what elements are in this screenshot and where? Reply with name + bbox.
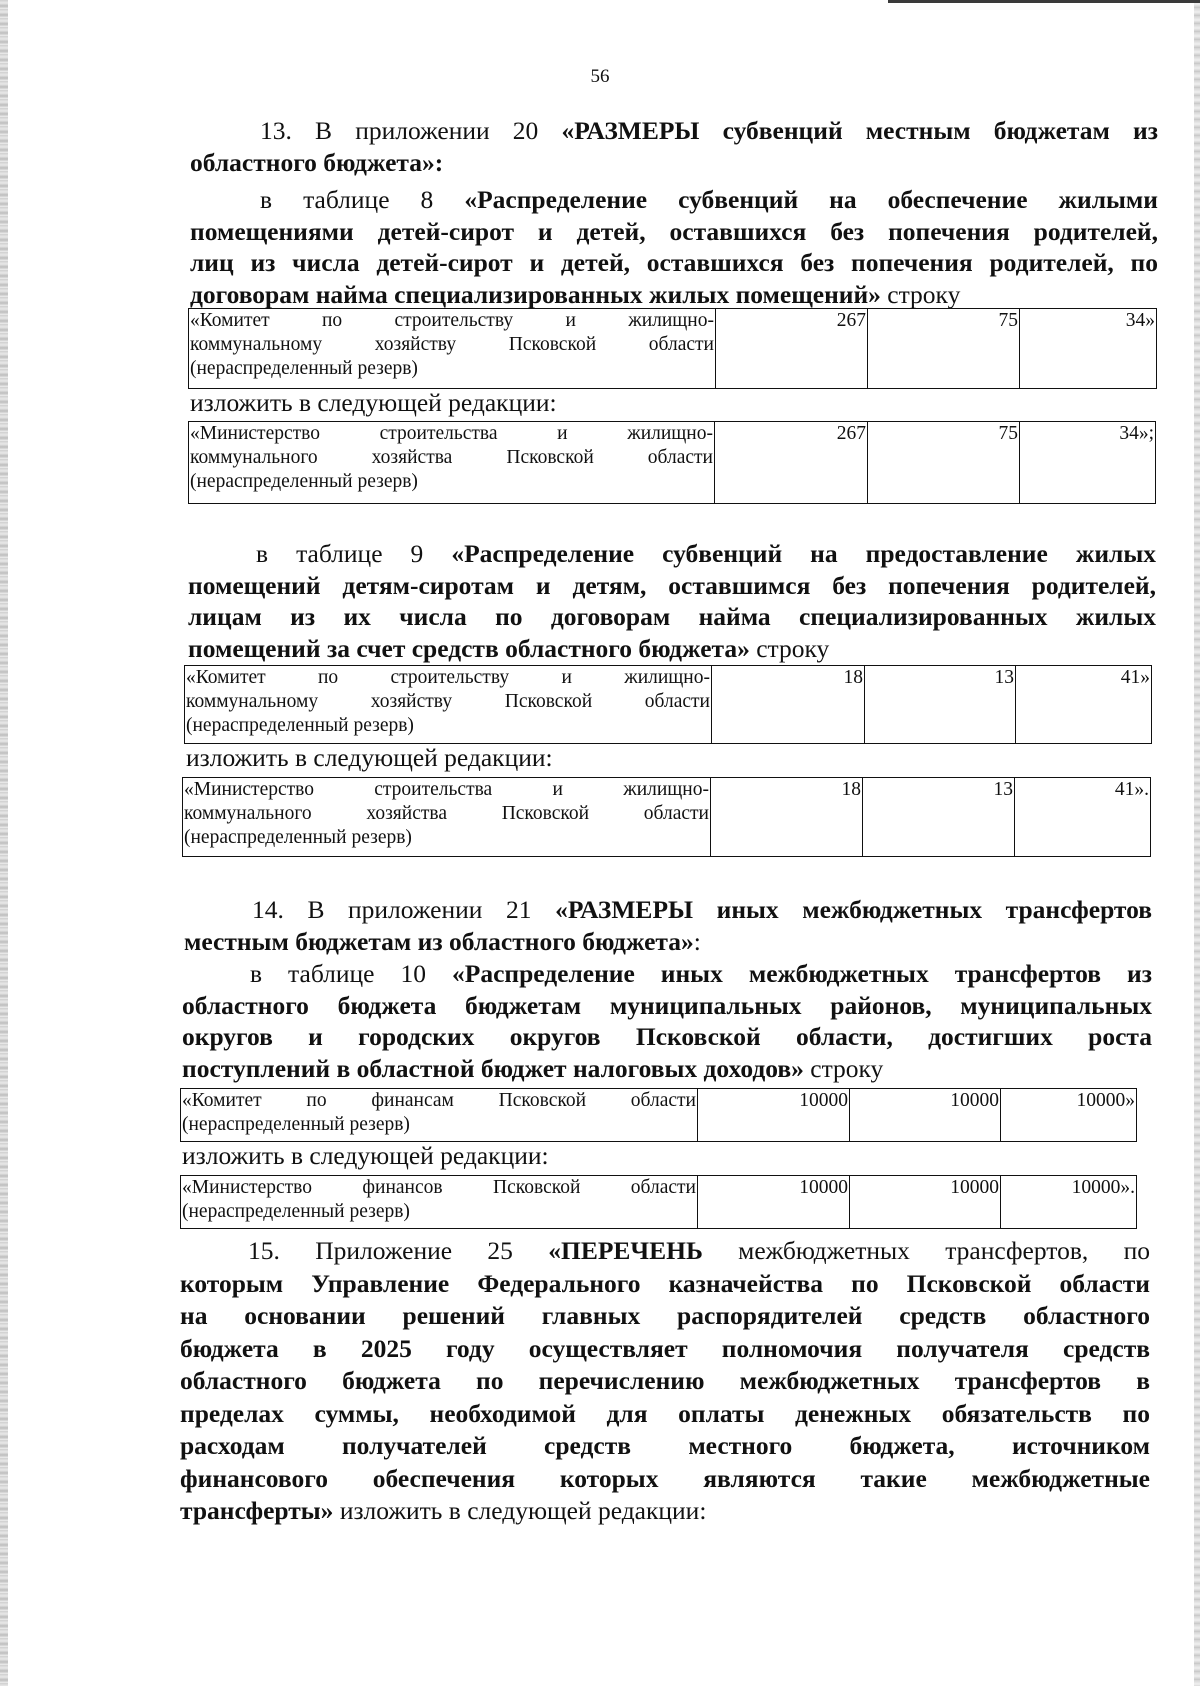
item14-intro-line2: местным бюджетам из областного бюджета»: [184,926,701,956]
table8-caption [190,184,1158,310]
table8-new-value-3: 34»; [1020,422,1156,504]
table9-new-name [183,778,711,857]
table8-new-row [188,421,1156,504]
item15-line1: 15. Приложение 25 «ПЕРЕЧЕНЬ межбюджетных трансфертов, по [248,1236,1150,1265]
table10-new-row [180,1175,1137,1229]
table10-caption-line1: в таблице 10 «Распределение иных межбюджетных трансфертов из [250,959,1152,988]
table9-old-value-3: 41» [1016,666,1152,744]
page-number: 56 [590,66,610,87]
table10-caption-line4: поступлений в областной бюджет налоговых доходов» строку [182,1053,884,1083]
name-line: коммунального хозяйства Псковской области [190,447,713,468]
item15-line2: которым Управление Федерального казначейства по Псковской области [180,1268,1150,1298]
item14-intro [184,894,1152,957]
table10-old-row [180,1088,1137,1142]
table10-caption [182,958,1152,1084]
table9-new-value-3: 41». [1015,778,1151,857]
table9-caption-line1: в таблице 9 «Распределение субвенций на предоставление жилых [256,539,1156,568]
name-line: (нераспределенный резерв) [186,715,414,736]
table8-new-name [189,422,715,504]
table10-new-value-3: 10000». [1001,1176,1137,1229]
table9-caption-line3: лицам из их числа по договорам найма специализированных жилых [188,602,1156,631]
table9-old-name [185,666,712,744]
name-line: (нераспределенный резерв) [182,1201,410,1222]
name-line: «Министерство финансов Псковской области [182,1177,696,1198]
table9-new-value-2: 13 [863,778,1015,857]
table10-old-value-1: 10000 [698,1089,850,1142]
table8-caption-line2: помещениями детей-сирот и детей, оставшихся без попечения родителей, [190,216,1158,246]
table10-caption-line2: областного бюджета бюджетам муниципальных районов, муниципальных [182,990,1152,1020]
name-line: коммунального хозяйства Псковской области [184,803,709,824]
name-line: «Комитет по строительству и жилищно- [186,667,710,688]
table10-old-name [181,1089,698,1142]
item15-line7: расходам получателей средств местного бюджета, источником [180,1431,1150,1460]
item15-line6: пределах суммы, необходимой для оплаты денежных обязательств по [180,1398,1150,1428]
item15-line9: трансферты» изложить в следующей редакции: [180,1496,707,1525]
item13-intro-line2: областного бюджета»: [190,147,444,177]
table8-new-value-1: 267 [715,422,868,504]
name-line: (нераспределенный резерв) [190,358,418,379]
table8-replace-text: изложить в следующей редакции: [190,388,557,417]
table8-old-name [189,309,716,389]
table9-new-row [182,777,1151,857]
item15-line3: на основании решений главных распорядителей средств областного [180,1301,1150,1330]
name-line: коммунальному хозяйству Псковской области [186,691,710,712]
table10-new-name [181,1176,698,1229]
table9-replace-text: изложить в следующей редакции: [186,743,553,772]
name-line: «Министерство строительства и жилищно- [184,779,709,800]
scan-edge-left [0,0,8,1686]
name-line: коммунальному хозяйству Псковской области [190,334,714,355]
table10-caption-line3: округов и городских округов Псковской области, достигших роста [182,1022,1152,1051]
name-line: (нераспределенный резерв) [190,471,418,492]
table9-old-row [184,665,1152,744]
table10-old-value-2: 10000 [850,1089,1001,1142]
name-line: (нераспределенный резерв) [184,827,412,848]
scan-edge-top [888,0,1200,3]
table10-new-value-1: 10000 [698,1176,850,1229]
name-line: (нераспределенный резерв) [182,1114,410,1135]
table8-new-value-2: 75 [868,422,1020,504]
item13-intro-line1: 13. В приложении 20 «РАЗМЕРЫ субвенций местным бюджетам из [260,116,1158,145]
table8-caption-line3: лиц из числа детей-сирот и детей, оставшихся без попечения родителей, по [190,248,1158,277]
table10-old-value-3: 10000» [1001,1089,1137,1142]
item15-line4: бюджета в 2025 году осуществляет полномочия получателя средств [180,1333,1150,1363]
name-line: «Министерство строительства и жилищно- [190,423,713,444]
table9-caption [188,538,1156,664]
table9-old-value-2: 13 [865,666,1016,744]
table8-old-value-1: 267 [716,309,868,389]
scan-edge-right [1194,0,1200,1686]
item13-intro [190,115,1158,178]
table8-old-value-2: 75 [868,309,1020,389]
table8-caption-line4: договорам найма специализированных жилых помещений» строку [190,279,961,309]
table9-caption-line4: помещений за счет средств областного бюджета» строку [188,633,830,663]
name-line: «Комитет по финансам Псковской области [182,1090,696,1111]
item14-intro-line1: 14. В приложении 21 «РАЗМЕРЫ иных межбюджетных трансфертов [252,895,1152,924]
item15-line5: областного бюджета по перечислению межбюджетных трансфертов в [180,1366,1150,1395]
table10-replace-text: изложить в следующей редакции: [182,1141,549,1170]
table8-caption-line1: в таблице 8 «Распределение субвенций на обеспечение жилыми [260,185,1158,214]
table8-old-row [188,308,1157,389]
table9-old-value-1: 18 [712,666,865,744]
name-line: «Комитет по строительству и жилищно- [190,310,714,331]
item15-paragraph [180,1235,1150,1528]
table8-old-value-3: 34» [1020,309,1157,389]
item15-line8: финансового обеспечения которых являются такие межбюджетные [180,1463,1150,1493]
table10-new-value-2: 10000 [850,1176,1001,1229]
table9-caption-line2: помещений детям-сиротам и детям, оставшимся без попечения родителей, [188,570,1156,600]
table9-new-value-1: 18 [711,778,863,857]
